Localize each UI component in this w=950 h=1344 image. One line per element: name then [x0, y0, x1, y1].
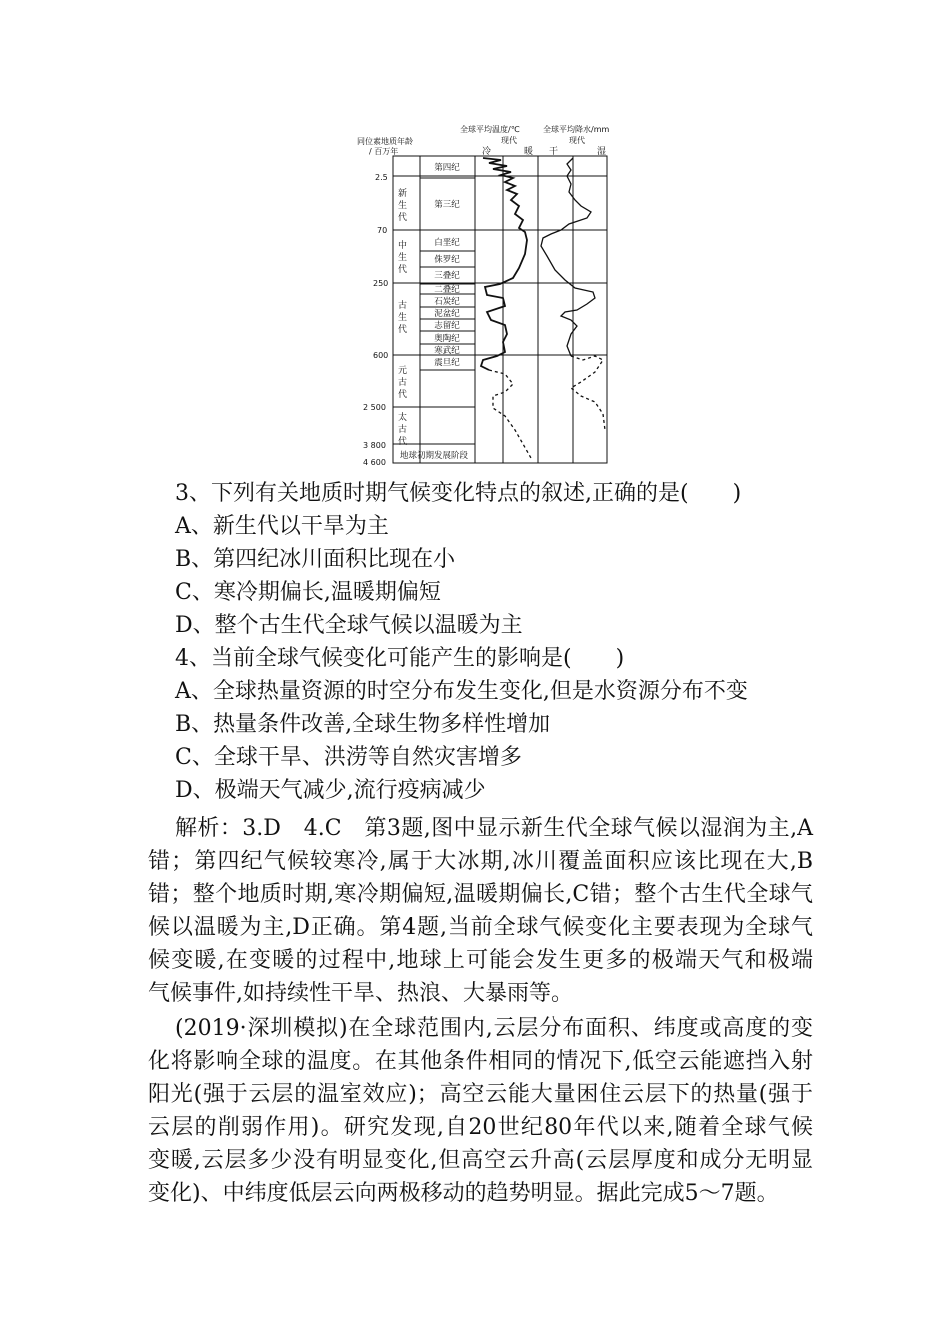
rain-wet-label: 湿 — [597, 147, 607, 157]
passage-line: 云层的削弱作用)。研究发现,自20世纪80年代以来,随着全球气候 — [148, 1115, 813, 1140]
analysis-line: 候变暖,在变暖的过程中,地球上可能会发生更多的极端天气和极端 — [148, 948, 813, 973]
passage-line: 变化)、中纬度低层云向两极移动的趋势明显。据此完成5～7题。 — [148, 1181, 779, 1206]
q3-option-b: B、第四纪冰川面积比现在小 — [175, 547, 456, 572]
era-archean: 太古代 — [396, 412, 406, 448]
passage-line: 变暖,云层多少没有明显变化,但高空云升高(云层厚度和成分无明显 — [148, 1148, 813, 1173]
analysis-line: 气候事件,如持续性干旱、热浪、大暴雨等。 — [148, 981, 573, 1006]
age-70: 70 — [377, 226, 388, 235]
precipitation-curve-inferred — [571, 356, 605, 430]
era-cenozoic: 新生代 — [396, 188, 406, 224]
rain-present-label: 现代 — [569, 136, 585, 145]
analysis-line: 错；第四纪气候较寒冷,属于大冰期,冰川覆盖面积应该比现在大,B — [148, 849, 813, 874]
age-3800: 3 800 — [363, 441, 386, 450]
period-carboniferous: 石炭纪 — [434, 297, 460, 307]
analysis-paragraph — [148, 812, 813, 1010]
q3-option-a: A、新生代以干旱为主 — [175, 514, 389, 539]
q4-option-a: A、全球热量资源的时空分布发生变化,但是水资源分布不变 — [175, 679, 748, 704]
rain-dry-label: 干 — [549, 147, 559, 157]
temperature-curve-inferred — [489, 370, 531, 458]
passage-line: 化将影响全球的温度。在其他条件相同的情况下,低空云能遮挡入射 — [148, 1049, 813, 1074]
period-triassic: 三叠纪 — [434, 271, 460, 281]
era-labels — [396, 187, 407, 448]
passage-paragraph — [148, 1012, 813, 1210]
period-cambrian: 寒武纪 — [434, 346, 460, 356]
period-quaternary: 第四纪 — [434, 163, 460, 173]
era-mesozoic: 中生代 — [396, 240, 406, 276]
age-2500: 2 500 — [363, 403, 386, 412]
period-silurian: 志留纪 — [434, 321, 460, 331]
era-paleozoic: 古生代 — [396, 300, 406, 336]
age-600: 600 — [373, 351, 389, 360]
chart-frame — [393, 156, 607, 463]
temp-cold-label: 冷 — [482, 147, 492, 157]
period-tertiary: 第三纪 — [434, 200, 460, 210]
age-250: 250 — [373, 279, 389, 288]
age-2-5: 2.5 — [375, 173, 388, 182]
passage-line: (2019·深圳模拟)在全球范围内,云层分布面积、纬度或高度的变 — [175, 1016, 813, 1041]
era-proterozoic: 元古代 — [396, 365, 406, 401]
rain-header: 全球平均降水/mm — [543, 125, 610, 134]
analysis-line: 解析：3.D 4.C 第3题,图中显示新生代全球气候以湿润为主,A — [175, 816, 813, 841]
age-header-line1: 同位素地质年龄 — [357, 137, 413, 146]
analysis-line: 候以温暖为主,D正确。第4题,当前全球气候变化主要表现为全球气 — [148, 915, 813, 940]
temp-present-label: 现代 — [501, 136, 517, 145]
period-devonian: 泥盆纪 — [434, 309, 460, 319]
age-4600: 4 600 — [363, 458, 386, 467]
q4-option-d: D、极端天气减少,流行疫病减少 — [175, 778, 486, 803]
temp-header: 全球平均温度/℃ — [460, 125, 520, 134]
analysis-line: 错；整个地质时期,寒冷期偏短,温暖期偏长,C错；整个古生代全球气 — [148, 882, 813, 907]
q3-option-d: D、整个古生代全球气候以温暖为主 — [175, 613, 523, 638]
period-permian: 二叠纪 — [434, 285, 460, 295]
q3-option-c: C、寒冷期偏长,温暖期偏短 — [175, 580, 441, 605]
temperature-curve — [481, 158, 527, 370]
q3-stem: 3、下列有关地质时期气候变化特点的叙述,正确的是( ) — [175, 481, 742, 506]
temp-warm-label: 暖 — [524, 147, 534, 157]
q4-stem: 4、当前全球气候变化可能产生的影响是( ) — [175, 646, 625, 671]
passage-line: 阳光(强于云层的温室效应)；高空云能大量困住云层下的热量(强于 — [148, 1082, 813, 1107]
period-jurassic: 侏罗纪 — [434, 255, 460, 265]
q4-option-c: C、全球干旱、洪涝等自然灾害增多 — [175, 745, 522, 770]
precipitation-curve — [541, 158, 595, 356]
age-header-line2: / 百万年 — [369, 147, 399, 156]
early-earth-stage: 地球初期发展阶段 — [399, 451, 469, 461]
geologic-climate-chart — [355, 120, 615, 468]
period-ordovician: 奥陶纪 — [434, 334, 460, 344]
period-sinian: 震旦纪 — [434, 358, 460, 368]
period-cretaceous: 白垩纪 — [434, 238, 460, 248]
q4-option-b: B、热量条件改善,全球生物多样性增加 — [175, 712, 551, 737]
